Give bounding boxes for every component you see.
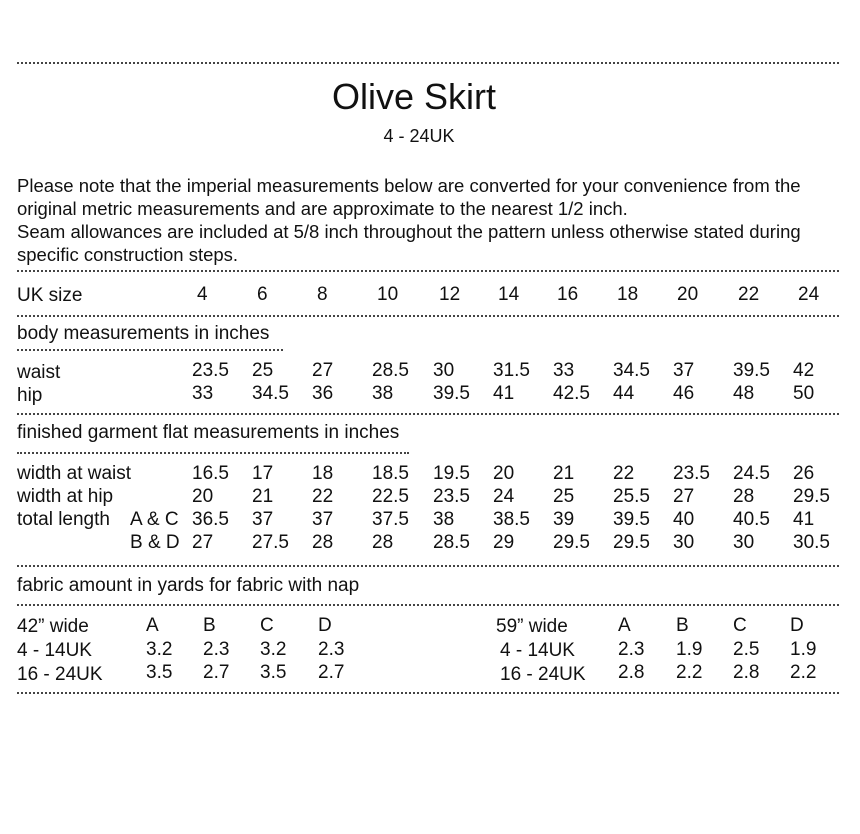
cell: 2.3 [203, 639, 230, 660]
row-label: total length [17, 509, 110, 530]
divider-after-notes [17, 270, 839, 272]
cell: 39.5 [433, 383, 470, 404]
divider-after-size [17, 315, 839, 317]
cell: 21 [252, 486, 274, 507]
cell: 29.5 [553, 532, 590, 553]
cell: 2.8 [618, 662, 645, 683]
note-line-3: Seam allowances are included at 5/8 inch throughout the pattern unless otherwise stated during [17, 221, 801, 242]
size-header-cell: 12 [439, 284, 461, 305]
cell: 3.5 [260, 662, 287, 683]
row-sublabel: B & D [130, 532, 180, 553]
cell: 29.5 [613, 532, 650, 553]
cell: 18 [312, 463, 334, 484]
cell: 24 [493, 486, 515, 507]
column-header: B [676, 615, 689, 636]
cell: 29 [493, 532, 515, 553]
cell: 27.5 [252, 532, 289, 553]
cell: 17 [252, 463, 274, 484]
cell: 16.5 [192, 463, 229, 484]
cell: 27 [312, 360, 334, 381]
note-line-4: specific construction steps. [17, 244, 239, 265]
size-header-cell: 14 [498, 284, 520, 305]
divider-top [17, 62, 839, 64]
cell: 42 [793, 360, 815, 381]
cell: 27 [673, 486, 695, 507]
cell: 2.2 [676, 662, 703, 683]
column-header: D [318, 615, 332, 636]
cell: 41 [793, 509, 815, 530]
column-header: A [146, 615, 159, 636]
column-header: A [618, 615, 631, 636]
size-header-cell: 6 [257, 284, 268, 305]
cell: 33 [553, 360, 575, 381]
cell: 20 [192, 486, 214, 507]
cell: 22 [613, 463, 635, 484]
column-header: C [260, 615, 274, 636]
cell: 25 [252, 360, 274, 381]
size-header-cell: 8 [317, 284, 328, 305]
cell: 26 [793, 463, 815, 484]
divider-bottom [17, 692, 839, 694]
cell: 25 [553, 486, 575, 507]
row-label: 4 - 14UK [500, 640, 575, 661]
note-line-2: original metric measurements and are approximate to the nearest 1/2 inch. [17, 198, 628, 219]
row-label: 16 - 24UK [17, 664, 103, 685]
cell: 19.5 [433, 463, 470, 484]
cell: 33 [192, 383, 214, 404]
cell: 44 [613, 383, 635, 404]
size-range-subtitle: 4 - 24UK [383, 126, 455, 146]
cell: 37 [673, 360, 695, 381]
divider-garment-heading [17, 452, 409, 454]
row-label: 16 - 24UK [500, 664, 586, 685]
cell: 39.5 [733, 360, 770, 381]
cell: 38 [433, 509, 455, 530]
cell: 2.8 [733, 662, 760, 683]
cell: 1.9 [676, 639, 703, 660]
row-label: width at hip [17, 486, 114, 507]
cell: 21 [553, 463, 575, 484]
cell: 41 [493, 383, 515, 404]
note-line-1: Please note that the imperial measurements below are converted for your convenience from the [17, 175, 801, 196]
cell: 39 [553, 509, 575, 530]
cell: 2.3 [618, 639, 645, 660]
cell: 30 [433, 360, 455, 381]
cell: 36.5 [192, 509, 229, 530]
cell: 37 [252, 509, 274, 530]
row-label: width at waist [17, 463, 132, 484]
row-sublabel: A & C [130, 509, 179, 530]
cell: 34.5 [252, 383, 289, 404]
cell: 42.5 [553, 383, 590, 404]
row-label: 4 - 14UK [17, 640, 92, 661]
cell: 23.5 [673, 463, 710, 484]
cell: 30.5 [793, 532, 830, 553]
size-header-cell: 24 [798, 284, 820, 305]
cell: 48 [733, 383, 755, 404]
cell: 23.5 [192, 360, 229, 381]
cell: 28.5 [433, 532, 470, 553]
cell: 2.7 [318, 662, 345, 683]
cell: 38 [372, 383, 394, 404]
divider-fabric-heading [17, 604, 839, 606]
divider-after-body [17, 413, 839, 415]
cell: 3.2 [146, 639, 173, 660]
cell: 2.2 [790, 662, 817, 683]
cell: 30 [733, 532, 755, 553]
cell: 30 [673, 532, 695, 553]
cell: 36 [312, 383, 334, 404]
divider-body-heading [17, 349, 283, 351]
cell: 40.5 [733, 509, 770, 530]
cell: 2.3 [318, 639, 345, 660]
size-header-cell: 18 [617, 284, 639, 305]
page-title: Olive Skirt [331, 76, 497, 117]
cell: 20 [493, 463, 515, 484]
column-header: D [790, 615, 804, 636]
row-label: waist [17, 362, 61, 383]
size-header-label: UK size [17, 285, 83, 306]
fabric-width-label: 59” wide [496, 616, 568, 637]
cell: 40 [673, 509, 695, 530]
size-header-cell: 4 [197, 284, 208, 305]
column-header: B [203, 615, 216, 636]
cell: 25.5 [613, 486, 650, 507]
column-header: C [733, 615, 747, 636]
cell: 37.5 [372, 509, 409, 530]
cell: 2.5 [733, 639, 760, 660]
cell: 38.5 [493, 509, 530, 530]
cell: 28 [312, 532, 334, 553]
cell: 27 [192, 532, 214, 553]
row-label: hip [17, 385, 43, 406]
cell: 29.5 [793, 486, 830, 507]
divider-after-garment [17, 565, 839, 567]
cell: 28.5 [372, 360, 409, 381]
size-header-cell: 16 [557, 284, 579, 305]
cell: 50 [793, 383, 815, 404]
fabric-width-label: 42” wide [17, 616, 89, 637]
size-header-cell: 20 [677, 284, 699, 305]
cell: 46 [673, 383, 695, 404]
cell: 2.7 [203, 662, 230, 683]
cell: 22.5 [372, 486, 409, 507]
cell: 28 [372, 532, 394, 553]
cell: 18.5 [372, 463, 409, 484]
cell: 28 [733, 486, 755, 507]
cell: 24.5 [733, 463, 770, 484]
cell: 37 [312, 509, 334, 530]
cell: 22 [312, 486, 334, 507]
fabric-section-heading: fabric amount in yards for fabric with nap [17, 575, 360, 596]
cell: 1.9 [790, 639, 817, 660]
cell: 34.5 [613, 360, 650, 381]
body-section-heading: body measurements in inches [17, 323, 270, 344]
cell: 3.5 [146, 662, 173, 683]
garment-section-heading: finished garment flat measurements in inches [17, 422, 400, 443]
size-header-cell: 10 [377, 284, 399, 305]
cell: 39.5 [613, 509, 650, 530]
cell: 31.5 [493, 360, 530, 381]
cell: 23.5 [433, 486, 470, 507]
cell: 3.2 [260, 639, 287, 660]
size-header-cell: 22 [738, 284, 760, 305]
